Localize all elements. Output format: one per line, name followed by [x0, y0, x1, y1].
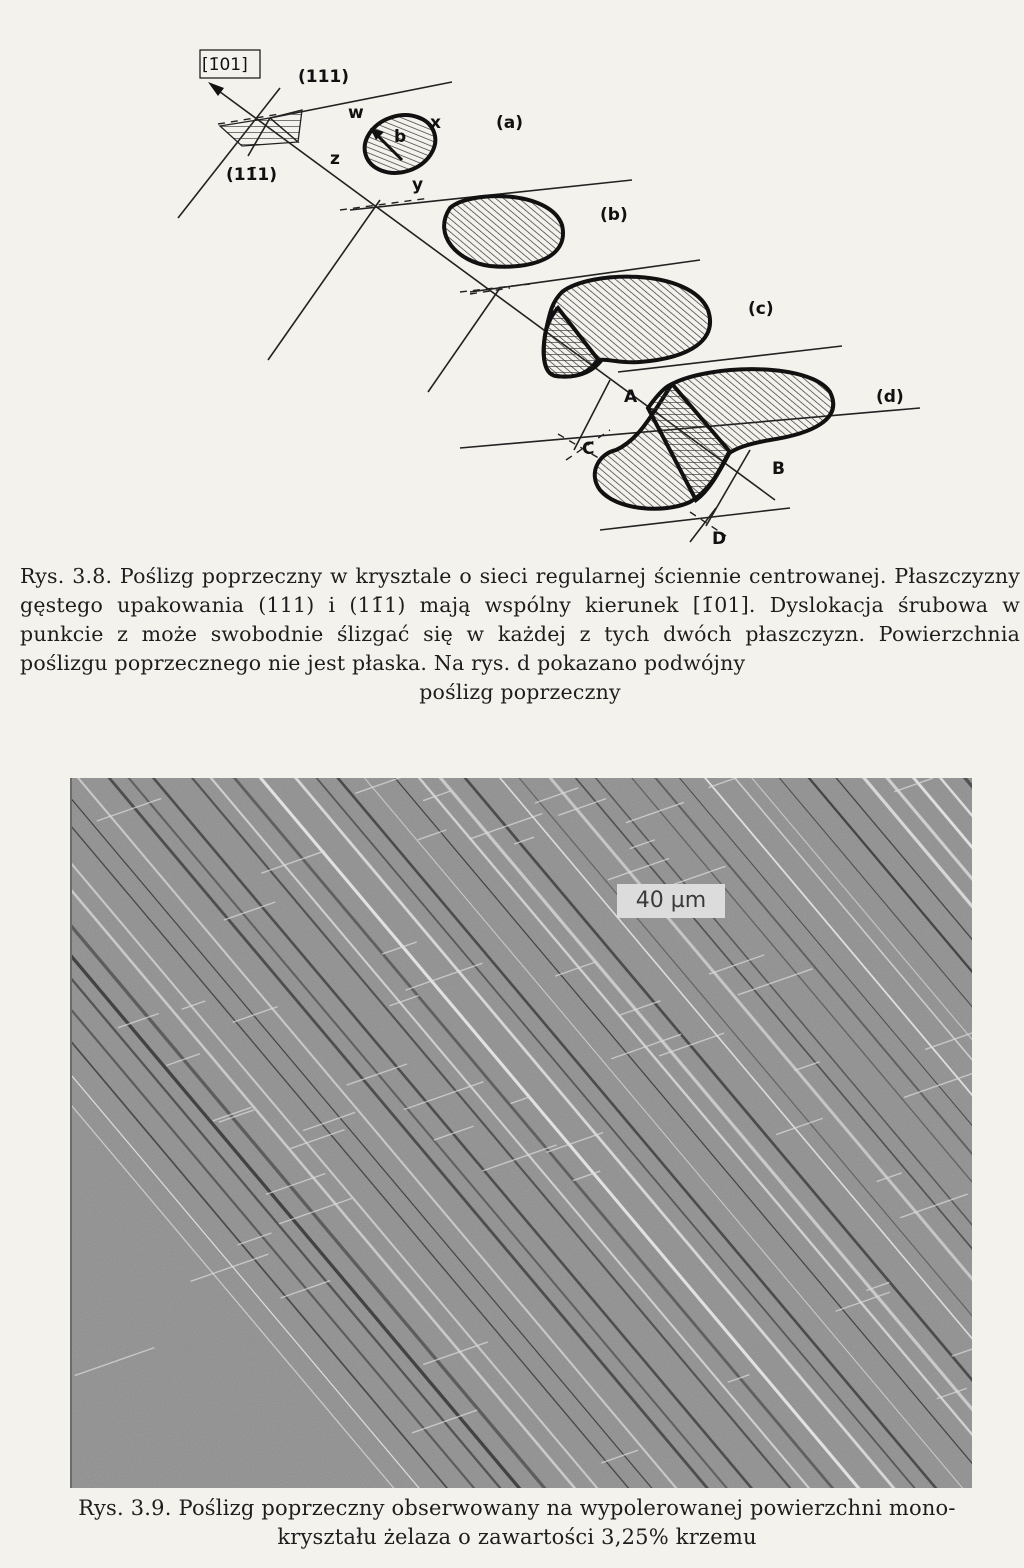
point-C: C	[582, 439, 595, 459]
figure-3-8-caption-text: Rys. 3.8. Poślizg poprzeczny w krysztale o sieci regularnej ściennie centrowanej. Płaszczyzny gęstego upakowania (111) i (11̄1) mają wspólny kierunek [1̄01]. Dyslokacja śrubowa w punkcie z może swobodnie ślizgać się w każdej z tych dwóch płaszczyzn. Powierzchnia poślizgu poprzecznego nie jest płaska. Na rys. d pokazano podwójny	[20, 564, 1020, 675]
panel-label-b: (b)	[600, 205, 628, 225]
cross-slip-diagram	[170, 30, 940, 560]
figure-3-8-caption	[20, 562, 1020, 707]
scale-bar-label: 40 µm	[617, 884, 725, 918]
figure-3-9-caption-line-2: kryształu żelaza o zawartości 3,25% krzemu	[277, 1525, 757, 1549]
micrograph-texture	[72, 778, 972, 1488]
plane-label-upper: (111)	[298, 67, 350, 87]
panel-c-vertical	[428, 288, 500, 392]
point-z: z	[330, 149, 340, 169]
panel-b-vertical	[268, 200, 380, 360]
figure-3-9-caption-line-1: Rys. 3.9. Poślizg poprzeczny obserwowany na wypolerowanej powierzchni mono-	[78, 1496, 956, 1520]
figure-3-8-caption-last-line: poślizg poprzeczny	[419, 680, 621, 704]
panel-d-bottom-line	[600, 508, 790, 530]
panel-label-c: (c)	[748, 299, 774, 319]
vector-b: b	[394, 127, 407, 147]
point-D: D	[712, 529, 727, 549]
direction-label: [1̄01]	[202, 55, 248, 75]
figure-3-9-caption	[10, 1494, 1024, 1552]
slip-lines-micrograph	[70, 778, 972, 1488]
panel-a-dash	[340, 198, 430, 210]
point-x: x	[430, 113, 441, 133]
panel-label-a: (a)	[496, 113, 524, 133]
origin-line-left	[178, 88, 280, 218]
micrograph-grain	[72, 778, 972, 1488]
plane-label-lower: (11̄1)	[226, 165, 278, 185]
dislocation-loop-b	[444, 196, 563, 267]
point-w: w	[348, 103, 364, 123]
point-y: y	[412, 175, 424, 195]
point-B: B	[772, 459, 785, 479]
point-A: A	[624, 387, 638, 407]
panel-label-d: (d)	[876, 387, 904, 407]
